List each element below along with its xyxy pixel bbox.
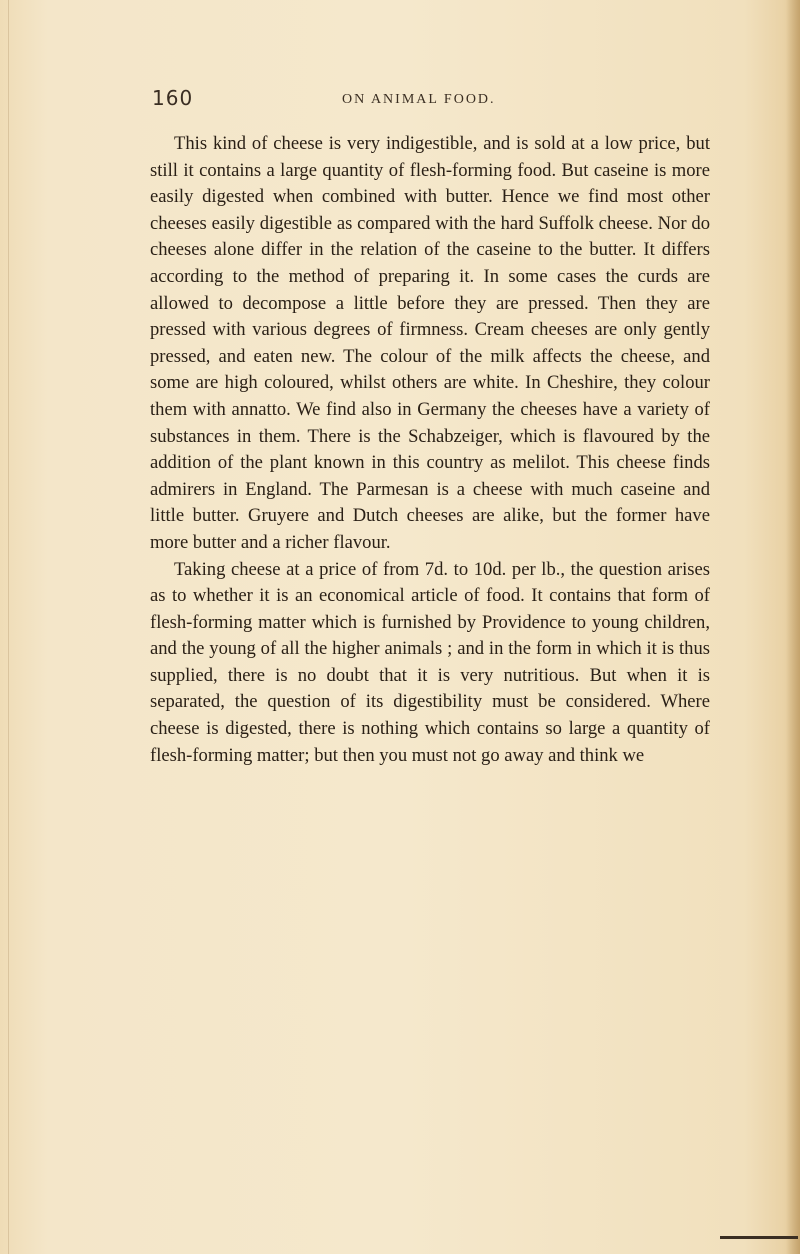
paragraph: Taking cheese at a price of from 7d. to 10d. per lb., the question arises as to whether it is an economical article of food. It contains that form of flesh-forming matter which is furnished by Providence to young children, and the young of all the higher animals ; and in the form in which it is thus supplied, there is no doubt that it is very nutritious. But when it is separated, the question of its digestibility must be considered. Where cheese is digested, there is nothing which contains so large a quantity of flesh-forming matter; but then you must not go away and think we [150, 558, 710, 766]
page-header [152, 86, 712, 116]
page-number: 160 [152, 86, 194, 110]
bottom-rule [720, 1236, 798, 1239]
paragraph: This kind of cheese is very indigestible, and is sold at a low price, but still it contains a large quantity of flesh-forming food. But caseine is more easily digested when combined with butter. Hence we find most other cheeses easily digestible as compared with the hard Suffolk cheese. Nor do cheeses alone differ in the relation of the caseine to the butter. It differs according to the method of preparing it. In some cases the curds are allowed to decompose a little before they are pressed. Then they are pressed with various degrees of firmness. Cream cheeses are only gently pressed, and eaten new. The colour of the milk affects the cheese, and some are high coloured, whilst others are white. In Cheshire, they colour them with annatto. We find also in Germany the cheeses have a variety of substances in them. There is the Schabzeiger, which is flavoured by the addition of the plant known in this country as melilot. This cheese finds admirers in England. The Parmesan is a cheese with much caseine and little butter. Gruyere and Dutch cheeses are alike, but the former have more butter and a richer flavour. [150, 133, 710, 553]
body-text [150, 131, 710, 769]
running-title: ON ANIMAL FOOD. [342, 92, 496, 107]
page-edge-line [8, 0, 9, 1254]
binding-shadow [786, 0, 800, 1254]
